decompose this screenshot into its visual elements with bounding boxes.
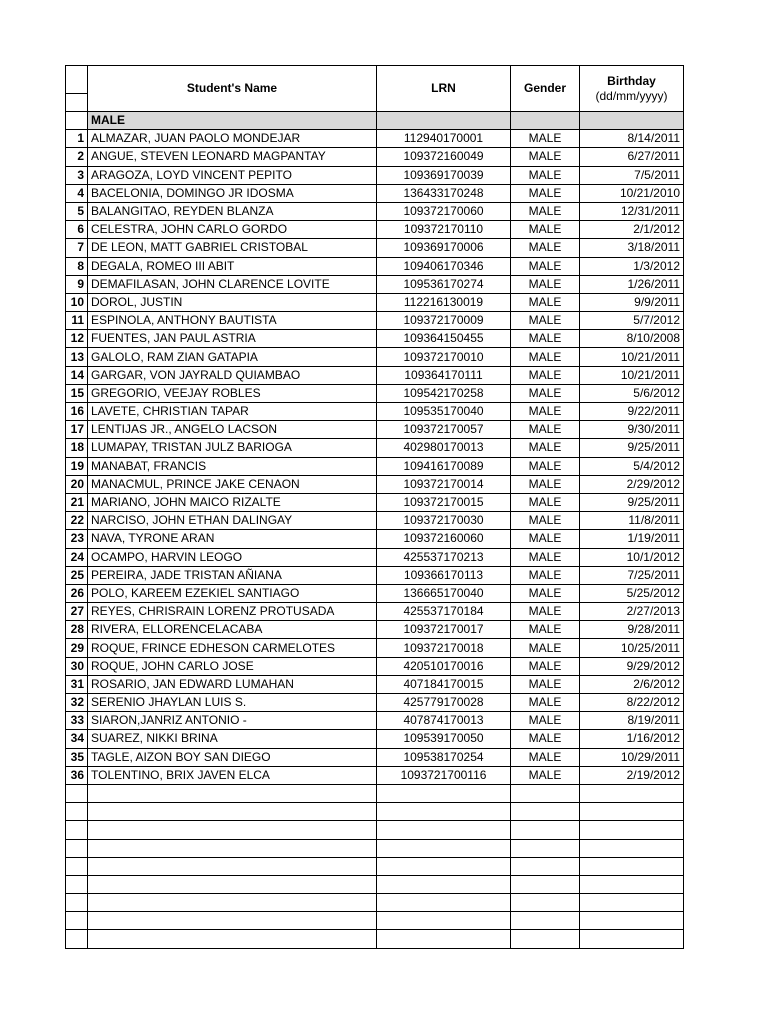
- row-number: 5: [66, 202, 88, 220]
- student-gender: MALE: [511, 748, 580, 766]
- table-row: [66, 530, 684, 548]
- student-name: ARAGOZA, LOYD VINCENT PEPITO: [88, 166, 377, 184]
- header-num-cell-2: [66, 94, 88, 112]
- student-roster-table: [65, 65, 684, 949]
- student-lrn: 109364150455: [377, 330, 511, 348]
- empty-num-cell: [66, 784, 88, 802]
- table-row: [66, 421, 684, 439]
- student-name: DOROL, JUSTIN: [88, 293, 377, 311]
- student-gender: MALE: [511, 639, 580, 657]
- student-name: GALOLO, RAM ZIAN GATAPIA: [88, 348, 377, 366]
- row-number: 4: [66, 184, 88, 202]
- table-row: [66, 257, 684, 275]
- row-number: 13: [66, 348, 88, 366]
- student-birthday: 9/25/2011: [580, 493, 684, 511]
- row-number: 26: [66, 584, 88, 602]
- student-birthday: 1/19/2011: [580, 530, 684, 548]
- student-gender: MALE: [511, 366, 580, 384]
- header-num-cell: [66, 66, 88, 94]
- student-birthday: 10/25/2011: [580, 639, 684, 657]
- table-row: [66, 275, 684, 293]
- student-birthday: 1/16/2012: [580, 730, 684, 748]
- student-gender: MALE: [511, 475, 580, 493]
- student-lrn: 109364170111: [377, 366, 511, 384]
- empty-name-cell: [88, 821, 377, 839]
- student-birthday: 10/29/2011: [580, 748, 684, 766]
- empty-birthday-cell: [580, 803, 684, 821]
- table-row: [66, 712, 684, 730]
- empty-gender-cell: [511, 857, 580, 875]
- student-gender: MALE: [511, 130, 580, 148]
- empty-gender-cell: [511, 839, 580, 857]
- row-number: 29: [66, 639, 88, 657]
- student-birthday: 10/1/2012: [580, 548, 684, 566]
- student-name: RIVERA, ELLORENCELACABA: [88, 621, 377, 639]
- row-number: 12: [66, 330, 88, 348]
- row-number: 34: [66, 730, 88, 748]
- empty-lrn-cell: [377, 894, 511, 912]
- student-gender: MALE: [511, 312, 580, 330]
- empty-name-cell: [88, 912, 377, 930]
- empty-lrn-cell: [377, 803, 511, 821]
- row-number: 33: [66, 712, 88, 730]
- table-row: [66, 293, 684, 311]
- table-row: [66, 730, 684, 748]
- student-lrn: 109369170006: [377, 239, 511, 257]
- student-name: DEMAFILASAN, JOHN CLARENCE LOVITE: [88, 275, 377, 293]
- empty-birthday-cell: [580, 784, 684, 802]
- empty-row: [66, 784, 684, 802]
- student-birthday: 8/10/2008: [580, 330, 684, 348]
- student-name: DE LEON, MATT GABRIEL CRISTOBAL: [88, 239, 377, 257]
- student-birthday: 2/27/2013: [580, 603, 684, 621]
- student-birthday: 7/25/2011: [580, 566, 684, 584]
- empty-name-cell: [88, 930, 377, 948]
- empty-num-cell: [66, 857, 88, 875]
- student-name: BACELONIA, DOMINGO JR IDOSMA: [88, 184, 377, 202]
- student-name: POLO, KAREEM EZEKIEL SANTIAGO: [88, 584, 377, 602]
- student-name: ROSARIO, JAN EDWARD LUMAHAN: [88, 675, 377, 693]
- row-number: 8: [66, 257, 88, 275]
- student-gender: MALE: [511, 384, 580, 402]
- empty-name-cell: [88, 857, 377, 875]
- student-lrn: 425537170213: [377, 548, 511, 566]
- empty-gender-cell: [511, 912, 580, 930]
- header-birthday-format: (dd/mm/yyyy): [595, 88, 668, 103]
- empty-lrn-cell: [377, 839, 511, 857]
- student-birthday: 10/21/2011: [580, 366, 684, 384]
- section-row-male: [66, 112, 684, 130]
- student-name: ROQUE, FRINCE EDHESON CARMELOTES: [88, 639, 377, 657]
- empty-birthday-cell: [580, 875, 684, 893]
- row-number: 10: [66, 293, 88, 311]
- student-name: ESPINOLA, ANTHONY BAUTISTA: [88, 312, 377, 330]
- student-name: LENTIJAS JR., ANGELO LACSON: [88, 421, 377, 439]
- student-lrn: 109372170017: [377, 621, 511, 639]
- section-gender-cell: [511, 112, 580, 130]
- empty-name-cell: [88, 803, 377, 821]
- student-lrn: 109538170254: [377, 748, 511, 766]
- row-number: 31: [66, 675, 88, 693]
- header-name: Student's Name: [88, 66, 377, 112]
- table-row: [66, 366, 684, 384]
- student-birthday: 2/19/2012: [580, 766, 684, 784]
- student-gender: MALE: [511, 603, 580, 621]
- row-number: 11: [66, 312, 88, 330]
- student-gender: MALE: [511, 293, 580, 311]
- empty-lrn-cell: [377, 821, 511, 839]
- section-birthday-cell: [580, 112, 684, 130]
- row-number: 28: [66, 621, 88, 639]
- row-number: 24: [66, 548, 88, 566]
- row-number: 14: [66, 366, 88, 384]
- row-number: 3: [66, 166, 88, 184]
- empty-gender-cell: [511, 875, 580, 893]
- table-row: [66, 439, 684, 457]
- student-gender: MALE: [511, 275, 580, 293]
- student-birthday: 8/22/2012: [580, 694, 684, 712]
- student-name: DEGALA, ROMEO III ABIT: [88, 257, 377, 275]
- table-row: [66, 475, 684, 493]
- student-birthday: 12/31/2011: [580, 202, 684, 220]
- row-number: 16: [66, 403, 88, 421]
- header-birthday-label: Birthday: [607, 73, 656, 88]
- row-number: 1: [66, 130, 88, 148]
- student-name: SIARON,JANRIZ ANTONIO -: [88, 712, 377, 730]
- student-gender: MALE: [511, 439, 580, 457]
- empty-num-cell: [66, 821, 88, 839]
- empty-row: [66, 821, 684, 839]
- student-birthday: 9/30/2011: [580, 421, 684, 439]
- table-row: [66, 512, 684, 530]
- empty-birthday-cell: [580, 821, 684, 839]
- row-number: 2: [66, 148, 88, 166]
- empty-birthday-cell: [580, 912, 684, 930]
- student-birthday: 9/9/2011: [580, 293, 684, 311]
- student-lrn: 109416170089: [377, 457, 511, 475]
- student-lrn: 109539170050: [377, 730, 511, 748]
- student-name: TAGLE, AIZON BOY SAN DIEGO: [88, 748, 377, 766]
- row-number: 20: [66, 475, 88, 493]
- empty-lrn-cell: [377, 930, 511, 948]
- student-lrn: 109542170258: [377, 384, 511, 402]
- table-row: [66, 239, 684, 257]
- student-name: GREGORIO, VEEJAY ROBLES: [88, 384, 377, 402]
- student-lrn: 425537170184: [377, 603, 511, 621]
- roster-body: [66, 66, 684, 949]
- section-lrn-cell: [377, 112, 511, 130]
- table-row: [66, 130, 684, 148]
- header-birthday: [580, 66, 684, 112]
- student-birthday: 5/4/2012: [580, 457, 684, 475]
- student-gender: MALE: [511, 348, 580, 366]
- student-lrn: 109372160060: [377, 530, 511, 548]
- table-row: [66, 694, 684, 712]
- empty-row: [66, 875, 684, 893]
- student-name: TOLENTINO, BRIX JAVEN ELCA: [88, 766, 377, 784]
- row-number: 22: [66, 512, 88, 530]
- student-gender: MALE: [511, 330, 580, 348]
- student-birthday: 7/5/2011: [580, 166, 684, 184]
- empty-gender-cell: [511, 894, 580, 912]
- student-birthday: 9/22/2011: [580, 403, 684, 421]
- header-lrn: LRN: [377, 66, 511, 112]
- student-lrn: 109372170018: [377, 639, 511, 657]
- student-birthday: 8/14/2011: [580, 130, 684, 148]
- student-lrn: 109372170010: [377, 348, 511, 366]
- student-birthday: 5/25/2012: [580, 584, 684, 602]
- empty-lrn-cell: [377, 857, 511, 875]
- student-birthday: 5/7/2012: [580, 312, 684, 330]
- student-lrn: 109372170060: [377, 202, 511, 220]
- empty-birthday-cell: [580, 894, 684, 912]
- student-name: LUMAPAY, TRISTAN JULZ BARIOGA: [88, 439, 377, 457]
- empty-lrn-cell: [377, 875, 511, 893]
- row-number: 7: [66, 239, 88, 257]
- student-lrn: 420510170016: [377, 657, 511, 675]
- student-name: ROQUE, JOHN CARLO JOSE: [88, 657, 377, 675]
- empty-row: [66, 894, 684, 912]
- empty-gender-cell: [511, 784, 580, 802]
- row-number: 35: [66, 748, 88, 766]
- student-lrn: 1093721700116: [377, 766, 511, 784]
- student-name: PEREIRA, JADE TRISTAN AÑIANA: [88, 566, 377, 584]
- table-row: [66, 348, 684, 366]
- student-gender: MALE: [511, 657, 580, 675]
- student-name: FUENTES, JAN PAUL ASTRIA: [88, 330, 377, 348]
- table-row: [66, 766, 684, 784]
- student-lrn: 109406170346: [377, 257, 511, 275]
- empty-birthday-cell: [580, 839, 684, 857]
- student-name: CELESTRA, JOHN CARLO GORDO: [88, 221, 377, 239]
- student-gender: MALE: [511, 584, 580, 602]
- header-row: [66, 66, 684, 94]
- table-row: [66, 639, 684, 657]
- empty-gender-cell: [511, 930, 580, 948]
- row-number: 6: [66, 221, 88, 239]
- table-row: [66, 603, 684, 621]
- student-lrn: 109372170009: [377, 312, 511, 330]
- table-row: [66, 312, 684, 330]
- student-lrn: 109372170014: [377, 475, 511, 493]
- student-birthday: 9/28/2011: [580, 621, 684, 639]
- student-birthday: 10/21/2010: [580, 184, 684, 202]
- student-birthday: 2/1/2012: [580, 221, 684, 239]
- row-number: 25: [66, 566, 88, 584]
- student-birthday: 11/8/2011: [580, 512, 684, 530]
- table-row: [66, 493, 684, 511]
- row-number: 36: [66, 766, 88, 784]
- student-name: SUAREZ, NIKKI BRINA: [88, 730, 377, 748]
- empty-row: [66, 857, 684, 875]
- student-gender: MALE: [511, 166, 580, 184]
- empty-gender-cell: [511, 821, 580, 839]
- student-lrn: 109372160049: [377, 148, 511, 166]
- row-number: 21: [66, 493, 88, 511]
- table-row: [66, 584, 684, 602]
- empty-lrn-cell: [377, 912, 511, 930]
- empty-num-cell: [66, 839, 88, 857]
- student-gender: MALE: [511, 403, 580, 421]
- student-name: OCAMPO, HARVIN LEOGO: [88, 548, 377, 566]
- table-row: [66, 330, 684, 348]
- student-name: NAVA, TYRONE ARAN: [88, 530, 377, 548]
- student-birthday: 8/19/2011: [580, 712, 684, 730]
- student-gender: MALE: [511, 239, 580, 257]
- student-gender: MALE: [511, 221, 580, 239]
- section-label: MALE: [88, 112, 377, 130]
- student-birthday: 9/29/2012: [580, 657, 684, 675]
- student-name: MANABAT, FRANCIS: [88, 457, 377, 475]
- table-row: [66, 148, 684, 166]
- empty-num-cell: [66, 875, 88, 893]
- student-lrn: 402980170013: [377, 439, 511, 457]
- student-birthday: 3/18/2011: [580, 239, 684, 257]
- student-lrn: 112216130019: [377, 293, 511, 311]
- student-gender: MALE: [511, 202, 580, 220]
- empty-lrn-cell: [377, 784, 511, 802]
- student-lrn: 407874170013: [377, 712, 511, 730]
- table-row: [66, 184, 684, 202]
- student-birthday: 9/25/2011: [580, 439, 684, 457]
- empty-num-cell: [66, 930, 88, 948]
- table-row: [66, 657, 684, 675]
- row-number: 30: [66, 657, 88, 675]
- student-lrn: 109372170110: [377, 221, 511, 239]
- table-row: [66, 548, 684, 566]
- student-gender: MALE: [511, 493, 580, 511]
- empty-name-cell: [88, 784, 377, 802]
- student-gender: MALE: [511, 621, 580, 639]
- student-name: GARGAR, VON JAYRALD QUIAMBAO: [88, 366, 377, 384]
- empty-name-cell: [88, 894, 377, 912]
- student-birthday: 5/6/2012: [580, 384, 684, 402]
- row-number: 27: [66, 603, 88, 621]
- student-birthday: 2/6/2012: [580, 675, 684, 693]
- student-lrn: 425779170028: [377, 694, 511, 712]
- student-lrn: 136665170040: [377, 584, 511, 602]
- table-row: [66, 384, 684, 402]
- student-lrn: 109536170274: [377, 275, 511, 293]
- student-name: MARIANO, JOHN MAICO RIZALTE: [88, 493, 377, 511]
- student-name: SERENIO JHAYLAN LUIS S.: [88, 694, 377, 712]
- row-number: 32: [66, 694, 88, 712]
- student-lrn: 109369170039: [377, 166, 511, 184]
- student-name: ALMAZAR, JUAN PAOLO MONDEJAR: [88, 130, 377, 148]
- empty-num-cell: [66, 912, 88, 930]
- table-row: [66, 566, 684, 584]
- empty-birthday-cell: [580, 857, 684, 875]
- student-gender: MALE: [511, 675, 580, 693]
- student-birthday: 1/26/2011: [580, 275, 684, 293]
- table-row: [66, 675, 684, 693]
- student-lrn: 407184170015: [377, 675, 511, 693]
- student-name: BALANGITAO, REYDEN BLANZA: [88, 202, 377, 220]
- student-gender: MALE: [511, 421, 580, 439]
- student-name: MANACMUL, PRINCE JAKE CENAON: [88, 475, 377, 493]
- student-birthday: 2/29/2012: [580, 475, 684, 493]
- table-row: [66, 166, 684, 184]
- empty-num-cell: [66, 894, 88, 912]
- student-birthday: 6/27/2011: [580, 148, 684, 166]
- row-number: 17: [66, 421, 88, 439]
- student-gender: MALE: [511, 566, 580, 584]
- table-row: [66, 748, 684, 766]
- student-lrn: 136433170248: [377, 184, 511, 202]
- student-gender: MALE: [511, 530, 580, 548]
- empty-name-cell: [88, 839, 377, 857]
- student-gender: MALE: [511, 148, 580, 166]
- empty-gender-cell: [511, 803, 580, 821]
- student-gender: MALE: [511, 512, 580, 530]
- table-row: [66, 621, 684, 639]
- student-name: REYES, CHRISRAIN LORENZ PROTUSADA: [88, 603, 377, 621]
- empty-row: [66, 803, 684, 821]
- student-gender: MALE: [511, 457, 580, 475]
- student-name: LAVETE, CHRISTIAN TAPAR: [88, 403, 377, 421]
- row-number: 9: [66, 275, 88, 293]
- table-row: [66, 457, 684, 475]
- student-lrn: 109372170015: [377, 493, 511, 511]
- row-number: 19: [66, 457, 88, 475]
- empty-row: [66, 839, 684, 857]
- student-gender: MALE: [511, 257, 580, 275]
- table-row: [66, 403, 684, 421]
- empty-row: [66, 912, 684, 930]
- empty-row: [66, 930, 684, 948]
- student-lrn: 109372170057: [377, 421, 511, 439]
- student-name: NARCISO, JOHN ETHAN DALINGAY: [88, 512, 377, 530]
- student-lrn: 109372170030: [377, 512, 511, 530]
- row-number: 18: [66, 439, 88, 457]
- student-lrn: 109366170113: [377, 566, 511, 584]
- student-birthday: 10/21/2011: [580, 348, 684, 366]
- table-row: [66, 221, 684, 239]
- table-row: [66, 202, 684, 220]
- section-num-cell: [66, 112, 88, 130]
- student-name: ANGUE, STEVEN LEONARD MAGPANTAY: [88, 148, 377, 166]
- student-gender: MALE: [511, 548, 580, 566]
- row-number: 23: [66, 530, 88, 548]
- student-birthday: 1/3/2012: [580, 257, 684, 275]
- row-number: 15: [66, 384, 88, 402]
- student-gender: MALE: [511, 184, 580, 202]
- student-gender: MALE: [511, 766, 580, 784]
- student-gender: MALE: [511, 730, 580, 748]
- header-gender: Gender: [511, 66, 580, 112]
- student-lrn: 109535170040: [377, 403, 511, 421]
- student-gender: MALE: [511, 712, 580, 730]
- empty-birthday-cell: [580, 930, 684, 948]
- student-lrn: 112940170001: [377, 130, 511, 148]
- student-gender: MALE: [511, 694, 580, 712]
- empty-name-cell: [88, 875, 377, 893]
- empty-num-cell: [66, 803, 88, 821]
